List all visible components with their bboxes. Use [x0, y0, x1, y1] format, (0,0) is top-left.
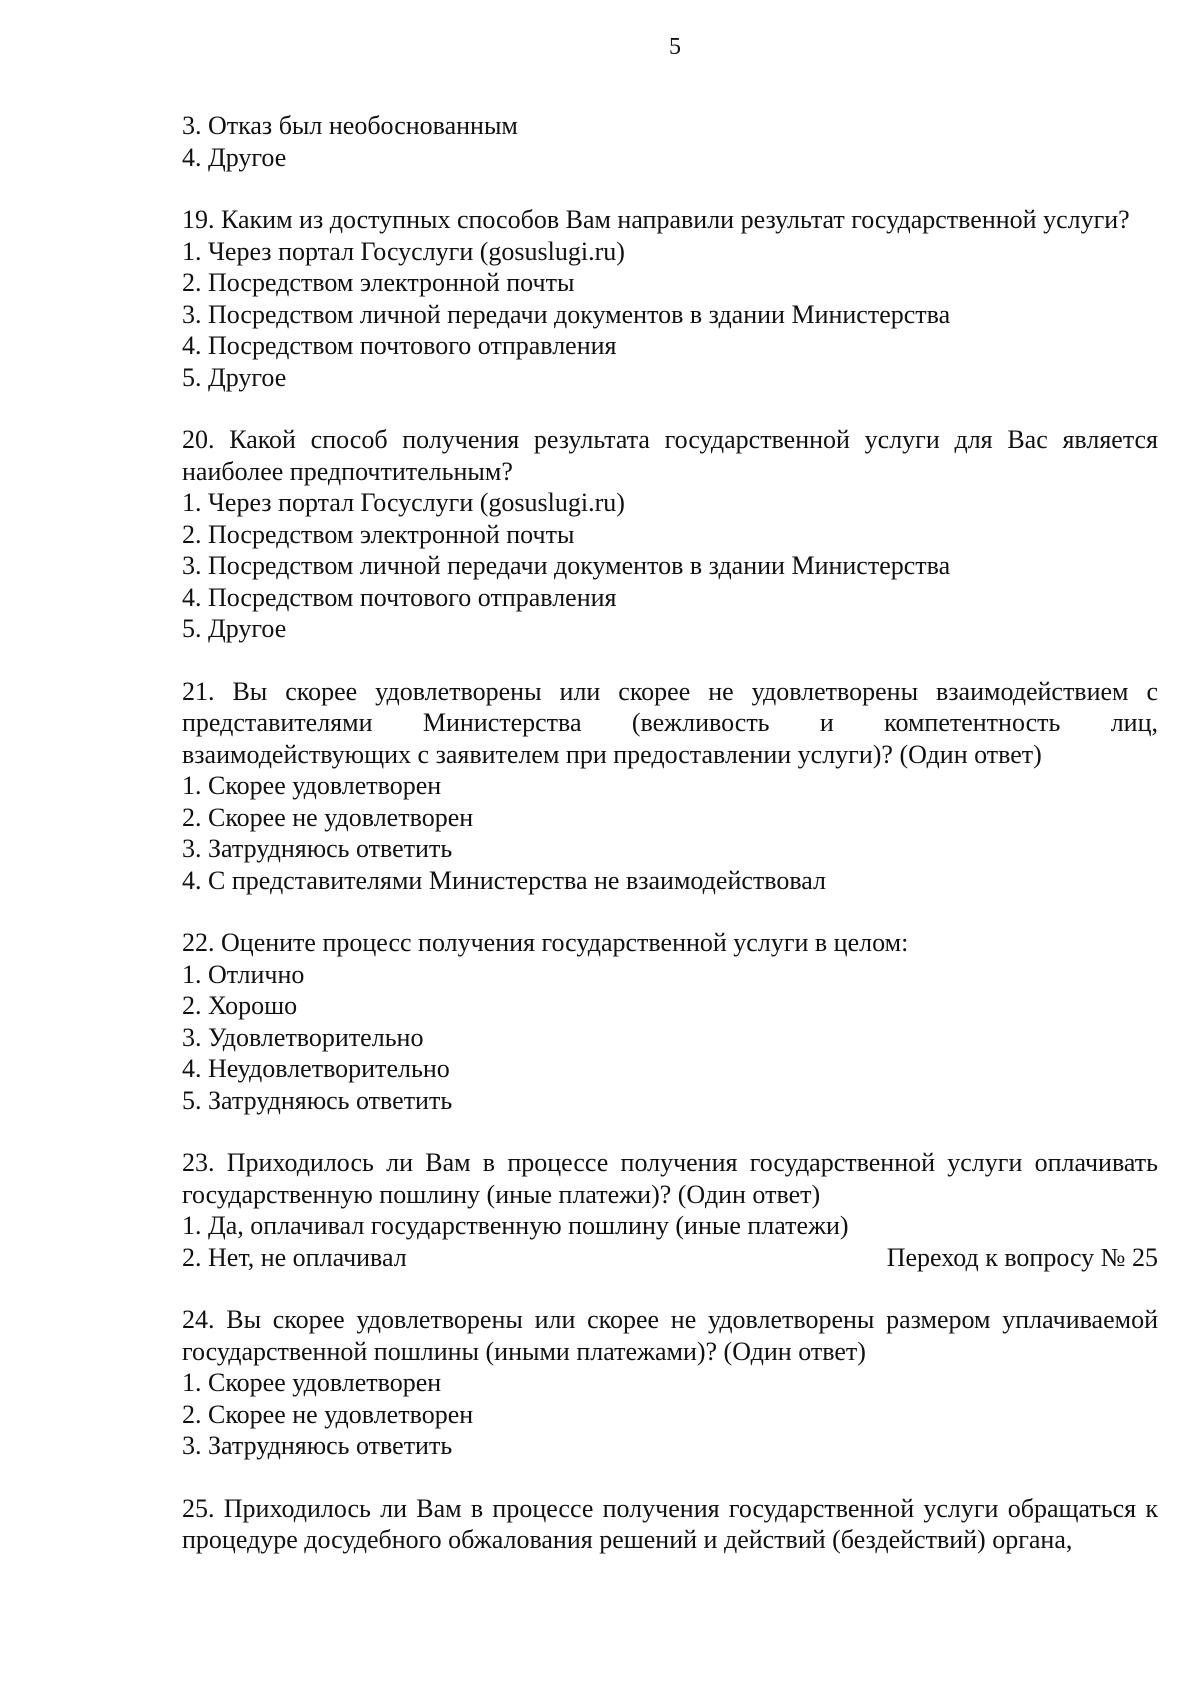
question-21: [182, 676, 1158, 897]
option-item: 3. Посредством личной передачи документов в здании Министерства: [182, 551, 951, 580]
question-text: 22. Оцените процесс получения государственной услуги в целом:: [182, 928, 909, 957]
option-item: 5. Другое: [182, 362, 287, 392]
question-text: 25. Приходилось ли Вам в процессе получения государственной услуги обращаться к процедуре досудебного обжалования решений и действий (бездействий) органа,: [182, 1493, 1158, 1554]
option-item-with-jump: [182, 1242, 1158, 1274]
list-item: 3. Отказ был необоснованным: [182, 111, 518, 140]
question-19: [182, 204, 1158, 393]
question-22: [182, 927, 1158, 1116]
option-item: 4. Неудовлетворительно: [182, 1054, 450, 1083]
question-24: [182, 1304, 1158, 1462]
option-item: 1. Да, оплачивал государственную пошлину (иные платежи): [182, 1211, 849, 1240]
option-item: 3. Удовлетворительно: [182, 1022, 424, 1052]
option-item: 3. Затрудняюсь ответить: [182, 1431, 453, 1460]
continuation-options: [182, 110, 1158, 173]
option-item: 2. Посредством электронной почты: [182, 268, 575, 297]
question-text: 24. Вы скорее удовлетворены или скорее не удовлетворены размером уплачиваемой государственной пошлины (иными платежами)? (Один ответ): [182, 1305, 1158, 1366]
question-text: 19. Каким из доступных способов Вам направили результат государственной услуги?: [182, 205, 1130, 234]
page-number: 5: [669, 34, 681, 60]
option-item: 4. С представителями Министерства не взаимодействовал: [182, 865, 827, 895]
option-item: 5. Затрудняюсь ответить: [182, 1085, 453, 1115]
question-25: [182, 1493, 1158, 1556]
option-item: 1. Скорее удовлетворен: [182, 771, 442, 800]
option-item: 2. Посредством электронной почты: [182, 519, 575, 549]
option-item: 2. Скорее не удовлетворен: [182, 1399, 474, 1429]
option-item: 3. Посредством личной передачи документов в здании Министерства: [182, 299, 951, 329]
document-body: [182, 110, 1158, 1587]
option-item: 1. Через портал Госуслуги (gosuslugi.ru): [182, 488, 625, 517]
option-item: 1. Отлично: [182, 959, 305, 989]
option-item: 3. Затрудняюсь ответить: [182, 834, 453, 863]
question-text: 20. Какой способ получения результата государственной услуги для Вас является наиболее предпочтительным?: [182, 425, 1158, 486]
list-item: 4. Другое: [182, 142, 287, 172]
option-item: 5. Другое: [182, 614, 287, 643]
question-23: [182, 1147, 1158, 1273]
option-item: 2. Скорее не удовлетворен: [182, 802, 474, 832]
option-item: 4. Посредством почтового отправления: [182, 331, 617, 360]
option-item: 4. Посредством почтового отправления: [182, 582, 617, 612]
option-text: 2. Нет, не оплачивал: [182, 1242, 407, 1272]
question-text: 21. Вы скорее удовлетворены или скорее не удовлетворены взаимодействием с представителями Министерства (вежливость и компетентность лиц, взаимодействующих с заявителем при предоставлении услуги)? (Один ответ): [182, 676, 1158, 769]
question-20: [182, 424, 1158, 645]
option-item: 1. Скорее удовлетворен: [182, 1368, 442, 1397]
option-item: 2. Хорошо: [182, 991, 298, 1020]
option-item: 1. Через портал Госуслуги (gosuslugi.ru): [182, 236, 625, 266]
question-text: 23. Приходилось ли Вам в процессе получения государственной услуги оплачивать государственную пошлину (иные платежи)? (Один ответ): [182, 1148, 1158, 1209]
jump-instruction: Переход к вопросу № 25: [886, 1242, 1158, 1272]
